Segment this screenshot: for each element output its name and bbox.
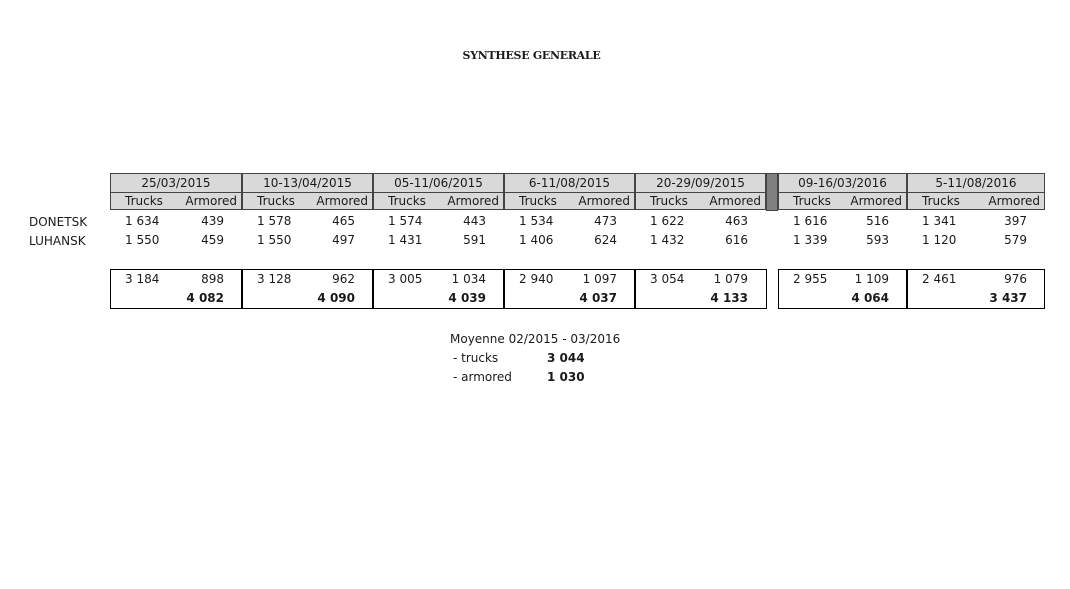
subheader-armored: Armored — [307, 192, 373, 210]
sum-trucks: 3 005 — [388, 272, 423, 286]
donetsk-trucks: 1 534 — [519, 214, 554, 228]
sum-armored: 1 097 — [582, 272, 617, 286]
period-total: 4 039 — [448, 291, 486, 305]
luhansk-armored: 624 — [594, 233, 617, 247]
donetsk-trucks: 1 616 — [793, 214, 828, 228]
subheader-trucks: Trucks — [907, 192, 976, 210]
subheader-armored: Armored — [842, 192, 907, 210]
sum-armored: 1 034 — [451, 272, 486, 286]
donetsk-trucks: 1 622 — [650, 214, 685, 228]
period-total: 4 133 — [710, 291, 748, 305]
subheader-trucks: Trucks — [504, 192, 569, 210]
subheader-trucks: Trucks — [242, 192, 307, 210]
subheader-armored: Armored — [438, 192, 504, 210]
subheader-trucks: Trucks — [373, 192, 438, 210]
luhansk-armored: 591 — [463, 233, 486, 247]
sum-armored: 1 109 — [854, 272, 889, 286]
sum-trucks: 3 054 — [650, 272, 685, 286]
period-total: 3 437 — [989, 291, 1027, 305]
donetsk-armored: 463 — [725, 214, 748, 228]
luhansk-armored: 459 — [201, 233, 224, 247]
subheader-armored: Armored — [976, 192, 1045, 210]
luhansk-trucks: 1 339 — [793, 233, 828, 247]
luhansk-trucks: 1 406 — [519, 233, 554, 247]
period-date-header: 25/03/2015 — [110, 173, 242, 193]
period-date-header: 20-29/09/2015 — [635, 173, 766, 193]
average-trucks-value: 3 044 — [547, 351, 585, 365]
donetsk-trucks: 1 578 — [257, 214, 292, 228]
sum-trucks: 2 940 — [519, 272, 554, 286]
period-total: 4 082 — [186, 291, 224, 305]
luhansk-trucks: 1 120 — [922, 233, 957, 247]
luhansk-armored: 579 — [1004, 233, 1027, 247]
page-title: SYNTHESE GENERALE — [462, 49, 601, 62]
row-label-luhansk: LUHANSK — [29, 234, 86, 248]
donetsk-armored: 443 — [463, 214, 486, 228]
average-trucks-label: - trucks — [453, 351, 499, 365]
sum-armored: 1 079 — [713, 272, 748, 286]
subheader-trucks: Trucks — [110, 192, 176, 210]
sum-armored: 962 — [332, 272, 355, 286]
average-label: Moyenne 02/2015 - 03/2016 — [450, 332, 621, 346]
donetsk-trucks: 1 341 — [922, 214, 957, 228]
luhansk-trucks: 1 550 — [125, 233, 160, 247]
period-total: 4 037 — [579, 291, 617, 305]
row-label-donetsk: DONETSK — [29, 215, 88, 229]
luhansk-armored: 593 — [866, 233, 889, 247]
period-date-header: 09-16/03/2016 — [778, 173, 907, 193]
luhansk-trucks: 1 550 — [257, 233, 292, 247]
subheader-trucks: Trucks — [635, 192, 700, 210]
donetsk-trucks: 1 574 — [388, 214, 423, 228]
period-date-header: 05-11/06/2015 — [373, 173, 504, 193]
donetsk-armored: 516 — [866, 214, 889, 228]
period-date-header: 5-11/08/2016 — [907, 173, 1045, 193]
sum-armored: 976 — [1004, 272, 1027, 286]
period-total: 4 064 — [851, 291, 889, 305]
sum-trucks: 2 955 — [793, 272, 828, 286]
subheader-armored: Armored — [569, 192, 635, 210]
luhansk-armored: 497 — [332, 233, 355, 247]
period-total: 4 090 — [317, 291, 355, 305]
sum-trucks: 3 184 — [125, 272, 160, 286]
subheader-armored: Armored — [176, 192, 242, 210]
luhansk-armored: 616 — [725, 233, 748, 247]
period-date-header: 6-11/08/2015 — [504, 173, 635, 193]
donetsk-trucks: 1 634 — [125, 214, 160, 228]
subheader-trucks: Trucks — [778, 192, 842, 210]
subheader-armored: Armored — [700, 192, 766, 210]
average-armored-value: 1 030 — [547, 370, 585, 384]
sum-trucks: 3 128 — [257, 272, 292, 286]
sum-trucks: 2 461 — [922, 272, 957, 286]
luhansk-trucks: 1 432 — [650, 233, 685, 247]
donetsk-armored: 465 — [332, 214, 355, 228]
average-armored-label: - armored — [453, 370, 512, 384]
luhansk-trucks: 1 431 — [388, 233, 423, 247]
period-date-header: 10-13/04/2015 — [242, 173, 373, 193]
sum-armored: 898 — [201, 272, 224, 286]
donetsk-armored: 439 — [201, 214, 224, 228]
period-separator — [766, 173, 778, 211]
donetsk-armored: 397 — [1004, 214, 1027, 228]
donetsk-armored: 473 — [594, 214, 617, 228]
